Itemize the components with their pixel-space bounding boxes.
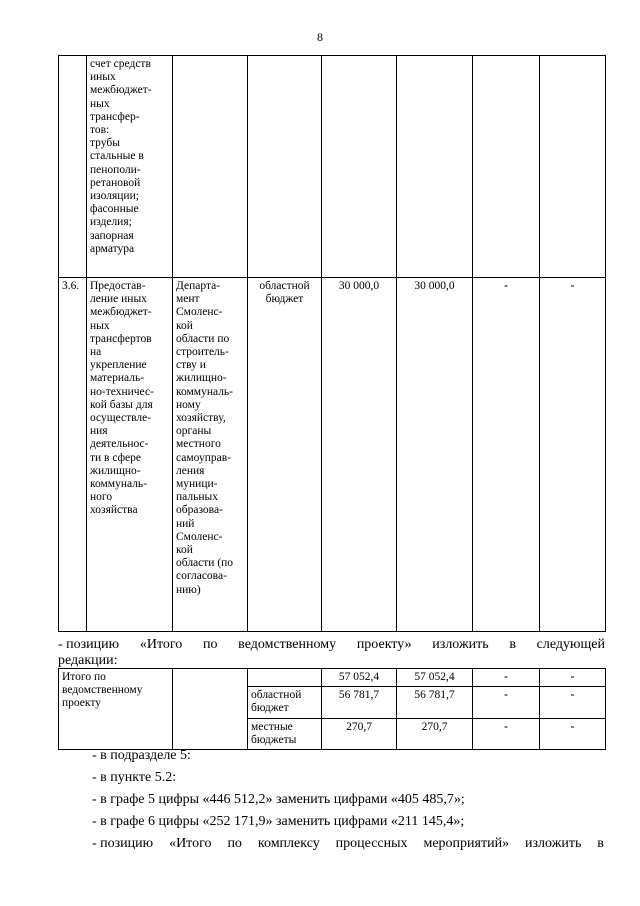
text-line: ного bbox=[90, 491, 113, 504]
value-cell-2: 30 000,0 bbox=[397, 278, 473, 632]
text-line: изделия; bbox=[90, 216, 132, 229]
text-line: кой базы для bbox=[90, 398, 153, 411]
word: ведомственному bbox=[238, 637, 337, 652]
source-cell bbox=[248, 56, 322, 278]
text-line: арматура bbox=[90, 242, 135, 255]
text-line: жилищно- bbox=[176, 372, 227, 385]
word: - позицию bbox=[92, 836, 154, 851]
table-row-continued bbox=[59, 56, 606, 278]
value-cell-3: - bbox=[473, 718, 540, 749]
text-line: тов: bbox=[90, 124, 110, 137]
text-line: укрепление bbox=[90, 359, 147, 372]
text-line: ти в сфере bbox=[90, 451, 142, 464]
measure-name-text bbox=[90, 58, 169, 256]
text-line: коммуналь- bbox=[90, 478, 148, 491]
measures-table bbox=[58, 55, 606, 632]
word: мероприятий» bbox=[423, 836, 510, 851]
text-line: ному bbox=[176, 398, 201, 411]
value-cell-2: 57 052,4 bbox=[397, 669, 473, 687]
text-line: ству и bbox=[176, 359, 206, 372]
value-cell-3: - bbox=[473, 278, 540, 632]
total-table bbox=[58, 668, 606, 750]
text-line: Департа- bbox=[176, 280, 221, 292]
text-line: Предостав- bbox=[90, 280, 146, 292]
text-line: стальные в bbox=[90, 150, 144, 163]
text-line: строитель- bbox=[176, 346, 229, 359]
text-line: кой bbox=[176, 319, 193, 332]
word: проекту» bbox=[356, 637, 412, 652]
text-line: Смоленс- bbox=[176, 530, 223, 543]
value-cell-4: - bbox=[540, 687, 606, 718]
text-line: осуществле- bbox=[90, 412, 152, 425]
total-row-1 bbox=[59, 669, 606, 687]
measure-name-cell bbox=[87, 278, 173, 632]
source-cell bbox=[248, 718, 322, 749]
text-line: ления bbox=[176, 464, 205, 477]
text-line: хозяйства bbox=[90, 504, 138, 517]
word: - позицию bbox=[58, 637, 120, 652]
word: комплексу bbox=[257, 836, 320, 851]
text-line: пенополи- bbox=[90, 163, 141, 176]
list-item-4: - в графе 6 цифры «252 171,9» заменить цифрами «211 145,4»; bbox=[92, 814, 465, 829]
text-line: местные bbox=[251, 720, 293, 733]
row-number-cell bbox=[59, 56, 87, 278]
text-line: ных bbox=[90, 319, 110, 332]
value-cell-3: - bbox=[473, 669, 540, 687]
text-line: местного bbox=[176, 438, 221, 451]
text-line: областной bbox=[259, 280, 310, 292]
text-line: материаль- bbox=[90, 372, 145, 385]
text-line: межбюджет- bbox=[90, 306, 152, 319]
source-text bbox=[251, 721, 318, 747]
paragraph-position-1 bbox=[58, 637, 605, 669]
page-number: 8 bbox=[317, 30, 323, 44]
value-cell-4 bbox=[540, 56, 606, 278]
text-line: трубы bbox=[90, 137, 120, 150]
text-line: самоуправ- bbox=[176, 451, 231, 464]
word: процессных bbox=[335, 836, 408, 851]
text-line: на bbox=[90, 346, 102, 359]
value-cell-2: 270,7 bbox=[397, 718, 473, 749]
text-line: проекту bbox=[62, 697, 101, 710]
text-line: муници- bbox=[176, 478, 218, 491]
word: по bbox=[227, 836, 242, 851]
text-line: фасонные bbox=[90, 203, 139, 216]
executor-text bbox=[176, 280, 244, 597]
value-cell-2: 56 781,7 bbox=[397, 687, 473, 718]
paragraph-line-2: редакции: bbox=[58, 653, 118, 668]
text-line: областной bbox=[251, 689, 302, 702]
text-line: деятельнос- bbox=[90, 438, 149, 451]
text-line: бюджет bbox=[265, 293, 304, 306]
executor-cell bbox=[173, 669, 248, 750]
text-line: Смоленс- bbox=[176, 306, 223, 319]
word: изложить bbox=[525, 836, 582, 851]
text-line: согласова- bbox=[176, 570, 227, 583]
table-row-3-6 bbox=[59, 278, 606, 632]
paragraph-line bbox=[58, 637, 605, 653]
word: «Итого bbox=[169, 836, 212, 851]
value-cell-4: - bbox=[540, 718, 606, 749]
text-line: области по bbox=[176, 332, 230, 345]
value-cell-4: - bbox=[540, 278, 606, 632]
source-text bbox=[251, 280, 318, 306]
text-line: бюджет bbox=[251, 702, 289, 715]
text-line: Итого по bbox=[62, 671, 106, 683]
text-line: ведомственному bbox=[62, 684, 143, 697]
value-cell-1: 56 781,7 bbox=[322, 687, 397, 718]
source-cell bbox=[248, 278, 322, 632]
text-line: органы bbox=[176, 425, 212, 438]
value-cell-2 bbox=[397, 56, 473, 278]
value-cell-4: - bbox=[540, 669, 606, 687]
text-line: коммуналь- bbox=[176, 385, 234, 398]
text-line: трансфер- bbox=[90, 110, 140, 123]
row-number-cell: 3.6. bbox=[59, 278, 87, 632]
word: следующей bbox=[536, 637, 605, 652]
text-line: ретановой bbox=[90, 176, 141, 189]
value-cell-3: - bbox=[473, 687, 540, 718]
value-cell-1 bbox=[322, 56, 397, 278]
source-cell bbox=[248, 669, 322, 687]
word: по bbox=[202, 637, 218, 652]
total-label-cell bbox=[59, 669, 173, 750]
text-line: иных bbox=[90, 71, 116, 84]
list-item-3: - в графе 5 цифры «446 512,2» заменить цифрами «405 485,7»; bbox=[92, 792, 465, 807]
text-line: пальных bbox=[176, 491, 218, 504]
text-line: жилищно- bbox=[90, 464, 141, 477]
measure-name-cell bbox=[87, 56, 173, 278]
word: изложить bbox=[432, 637, 489, 652]
text-line: ния bbox=[90, 425, 108, 438]
value-cell-1: 57 052,4 bbox=[322, 669, 397, 687]
value-cell-3 bbox=[473, 56, 540, 278]
paragraph-line bbox=[92, 836, 604, 852]
paragraph-position-2 bbox=[92, 836, 604, 852]
total-label-text bbox=[62, 671, 169, 711]
text-line: кой bbox=[176, 544, 193, 557]
text-line: ных bbox=[90, 97, 110, 110]
text-line: хозяйству, bbox=[176, 412, 226, 425]
text-line: счет средств bbox=[90, 58, 151, 70]
measure-name-text bbox=[90, 280, 169, 518]
text-line: межбюджет- bbox=[90, 84, 152, 97]
text-line: ний bbox=[176, 517, 195, 530]
text-line: мент bbox=[176, 293, 200, 306]
executor-cell bbox=[173, 278, 248, 632]
text-line: трансфертов bbox=[90, 332, 152, 345]
word: «Итого bbox=[139, 637, 183, 652]
text-line: области (по bbox=[176, 557, 234, 570]
text-line: образова- bbox=[176, 504, 223, 517]
text-line: запорная bbox=[90, 229, 134, 242]
executor-cell bbox=[173, 56, 248, 278]
text-line: бюджеты bbox=[251, 733, 297, 746]
list-item-2: - в пункте 5.2: bbox=[92, 770, 177, 785]
text-line: ление иных bbox=[90, 293, 147, 306]
text-line: изоляции; bbox=[90, 190, 139, 203]
value-cell-1: 270,7 bbox=[322, 718, 397, 749]
word: в bbox=[597, 836, 604, 851]
value-cell-1: 30 000,0 bbox=[322, 278, 397, 632]
text-line: нию) bbox=[176, 583, 201, 596]
source-text bbox=[251, 689, 318, 715]
text-line: но-техничес- bbox=[90, 385, 154, 398]
list-item-1: - в подразделе 5: bbox=[92, 748, 191, 763]
word: в bbox=[509, 637, 516, 652]
source-cell bbox=[248, 687, 322, 718]
